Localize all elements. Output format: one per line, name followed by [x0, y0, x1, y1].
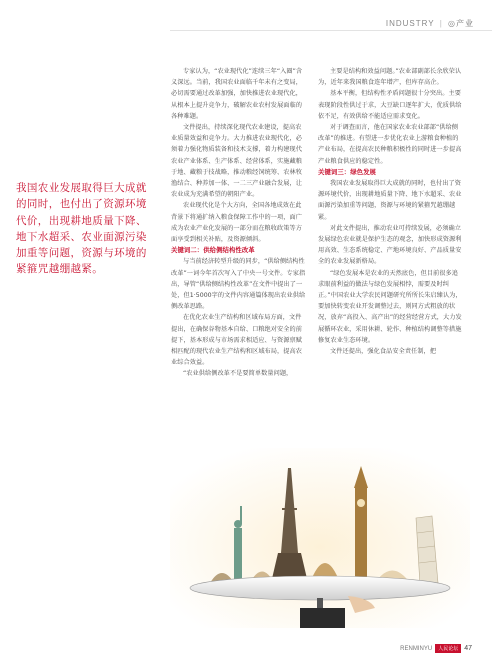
- page-number: 47: [464, 645, 472, 652]
- article-column-1: [171, 66, 306, 380]
- paragraph: 专家认为，“农业现代化”连续三年“入圈”含义深远。当前，我国农业面临千年未有之变局，必切需要通过改革加强，加快推进农业现代化，从根本上提升竞争力，破解农业农村发展面临的各种难题。: [171, 68, 303, 120]
- article-column-2: [318, 66, 464, 357]
- section-tag-zh: 产业: [456, 19, 474, 28]
- page-footer: [400, 644, 472, 653]
- magazine-logo: 人民论坛: [435, 644, 461, 653]
- pull-quote: 我国农业发展取得巨大成就的同时，也付出了资源环境代价，出现耕地质量下降、地下水超采、农业面源污染加重等问题，资源与环境的紧箍咒越绷越紧。: [16, 182, 147, 276]
- section-tag-en: INDUSTRY: [385, 19, 435, 28]
- section-separator: |: [439, 19, 443, 28]
- world-landmarks-photo: [170, 448, 470, 628]
- paragraph: 农业现代化是个大方向，全国各地成效在此背景下将通扩纳入粮食保障工作中的一项，面广成为农业产业化发展的一部分而在粮收政策等方面享受到相关补贴，及资源倾斜。: [171, 202, 302, 244]
- circle-icon: ◎: [448, 19, 456, 28]
- paragraph: 主要是结构和效益问题。”农业部副部长余欣荣认为，近年来我国粮食连年增产，但库存高企。: [318, 68, 462, 87]
- paragraph: 我国农业发展取得巨大成就的同时，也付出了资源环境代价，出现耕地质量下降、地下水超采、农业面源污染加重等问题，资源与环境的紧箍咒越绷越紧。: [318, 180, 462, 221]
- paragraph: 文件提出，持续深化现代农业建设，提高农业质量效益和竞争力。大力推进农业现代化，必须着力强化物质装备和技术支撑，着力构建现代农业产业体系、生产体系、经营体系，实施藏粮于地、藏粮于技战略，推动粮经饲统筹、农林牧渔结合、种养加一体、一二三产业融合发展，让农业成为充满希望的朝阳产业。: [171, 124, 302, 199]
- big-ben: [354, 466, 368, 583]
- section-tag: [386, 18, 474, 29]
- paragraph: “农业供给侧改革不是要简单数量问题，: [183, 370, 293, 378]
- paragraph: 与当前经济转型升级的同步，“供给侧结构性改革”一词今年首次写入了中央一号文件。专家指出，导管“供给侧结构性改革”在文件中提出了一处，但1·5000字的文件内容通篇体现出农业供给侧改革思路。: [171, 258, 306, 311]
- paragraph: “绿色发展本是农业的天然底色，但目前很多追求眼前利益的做法与绿色发展相悖，需要及时纠正。”中国农业大学农民问题研究所所长朱启臻认为，要加快转变农业开发调整过去，则同方式粗放的状况，放弃“高投入、高产出”的经营经营方式，大力发展循环农业，采用休耕、轮作、种植结构调整等措施修复农业生态环境。: [318, 269, 462, 344]
- paragraph: 在优化农业生产结构和区域布局方面，文件提出，在确保谷物基本自给、口粮绝对安全的前提下，基本形成与市场需求相适应、与资源禀赋相匹配的现代农业生产结构和区域布局，提高农业综合效益。: [171, 314, 302, 367]
- header-rule: [170, 30, 492, 31]
- paragraph: 对于调查而言，他在国家农业农业部部“供给侧改革”的推进。有望进一步优化农业上游粮食种植的产业布局，在提高农民种粮积极性的同时进一步提高产业粮食供应的稳定性。: [318, 124, 462, 165]
- paragraph: 文件还提出，强化食品安全责任制，把: [330, 348, 437, 356]
- paragraph: 基本平衡，但结构性矛盾问题很十分突出。主要表现阶段性供过于求，大豆缺口逐年扩大，优质供给依不足，有效供给不能适应需求变化。: [318, 90, 462, 120]
- subheading: 关键词二：供给侧结构性改革: [171, 246, 255, 255]
- magazine-name: RENMINYU: [400, 645, 433, 652]
- subheading: 关键词三：绿色发展: [318, 167, 376, 176]
- paragraph: 对此文件提出，推动农业可持续发展，必须确立发展绿色农业就是保护生态的观念，加快形成资源利用高效、生态系统稳定、产地环境良好、产品质量安全的农业发展新格局。: [318, 224, 462, 266]
